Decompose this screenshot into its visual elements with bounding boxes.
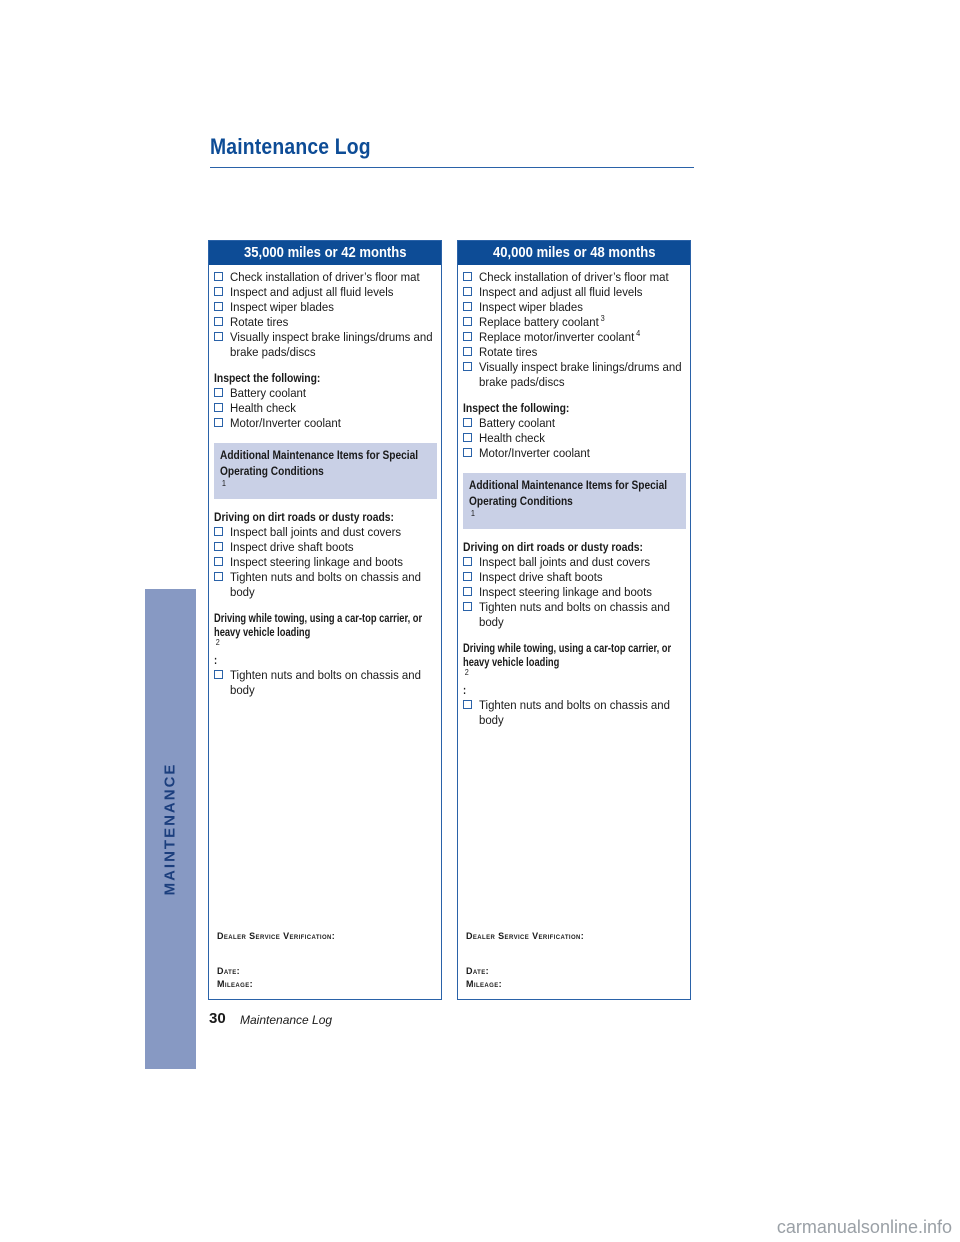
checkbox-icon[interactable]: [463, 418, 472, 427]
dealer-verification: Dealer Service Verification: Date: Mileage:: [466, 931, 585, 989]
watermark: carmanualsonline.info: [776, 1217, 952, 1237]
dirt-roads-heading: Driving on dirt roads or dusty roads:: [214, 512, 394, 524]
checkbox-icon[interactable]: [214, 332, 223, 341]
checkbox-icon[interactable]: [463, 287, 472, 296]
checkbox-icon[interactable]: [463, 362, 472, 371]
checklist-item[interactable]: Inspect wiper blades: [463, 300, 686, 315]
checklist-item[interactable]: Inspect steering linkage and boots: [214, 555, 437, 570]
checklist-item[interactable]: Health check: [214, 401, 437, 416]
checkbox-icon[interactable]: [463, 557, 472, 566]
checklist-item[interactable]: Visually inspect brake linings/drums and brake pads/discs: [214, 330, 437, 360]
dirt-roads-heading: Driving on dirt roads or dusty roads:: [463, 542, 643, 554]
checkbox-icon[interactable]: [463, 332, 472, 341]
page-number: 30: [209, 1010, 226, 1027]
side-tab-label: MAINTENANCE: [161, 762, 179, 896]
checklist-item[interactable]: Inspect and adjust all fluid levels: [463, 285, 686, 300]
checklist-item[interactable]: Check installation of driver’s floor mat: [214, 270, 437, 285]
checkbox-icon[interactable]: [463, 700, 472, 709]
checkbox-icon[interactable]: [214, 272, 223, 281]
special-conditions-note: Additional Maintenance Items for Special Operating Conditions$^1$: [463, 473, 686, 529]
column-header: 40,000 miles or 48 months: [458, 241, 690, 265]
checkbox-icon[interactable]: [214, 418, 223, 427]
checklist-item[interactable]: Replace motor/inverter coolant $^4$: [463, 330, 686, 345]
checkbox-icon[interactable]: [214, 403, 223, 412]
checkbox-icon[interactable]: [214, 527, 223, 536]
checklist-item[interactable]: Inspect steering linkage and boots: [463, 585, 686, 600]
checkbox-icon[interactable]: [214, 572, 223, 581]
checkbox-icon[interactable]: [214, 542, 223, 551]
checklist-item[interactable]: Motor/Inverter coolant: [214, 416, 437, 431]
dealer-verification: Dealer Service Verification: Date: Mileage:: [217, 931, 336, 989]
maintenance-column-35k: [208, 240, 442, 1000]
checklist-item[interactable]: Rotate tires: [463, 345, 686, 360]
checklist-item[interactable]: Inspect drive shaft boots: [214, 540, 437, 555]
column-header: 35,000 miles or 42 months: [209, 241, 441, 265]
checklist-item[interactable]: Replace battery coolant $^3$: [463, 315, 686, 330]
checkbox-icon[interactable]: [463, 572, 472, 581]
checklist-item[interactable]: Inspect ball joints and dust covers: [463, 555, 686, 570]
towing-heading: Driving while towing, using a car-top carrier, or heavy vehicle loading$^2$:: [214, 613, 423, 667]
checklist-item[interactable]: Tighten nuts and bolts on chassis and body: [214, 570, 437, 600]
special-conditions-note: Additional Maintenance Items for Special Operating Conditions$^1$: [214, 443, 437, 499]
checkbox-icon[interactable]: [214, 317, 223, 326]
checkbox-icon[interactable]: [214, 388, 223, 397]
footer-label: Maintenance Log: [240, 1013, 333, 1027]
inspect-heading: Inspect the following:: [214, 373, 321, 385]
checklist-item[interactable]: Tighten nuts and bolts on chassis and body: [463, 698, 686, 728]
page-title: Maintenance Log: [210, 134, 371, 159]
checkbox-icon[interactable]: [214, 557, 223, 566]
checklist-item[interactable]: Tighten nuts and bolts on chassis and body: [463, 600, 686, 630]
checkbox-icon[interactable]: [463, 433, 472, 442]
checklist-item[interactable]: Health check: [463, 431, 686, 446]
checklist-item[interactable]: Inspect drive shaft boots: [463, 570, 686, 585]
checklist-item[interactable]: Rotate tires: [214, 315, 437, 330]
title-divider: [210, 167, 694, 168]
checkbox-icon[interactable]: [463, 317, 472, 326]
checklist-item[interactable]: Motor/Inverter coolant: [463, 446, 686, 461]
checklist-item[interactable]: Inspect wiper blades: [214, 300, 437, 315]
towing-heading: Driving while towing, using a car-top carrier, or heavy vehicle loading$^2$:: [463, 643, 672, 697]
checkbox-icon[interactable]: [463, 602, 472, 611]
checkbox-icon[interactable]: [214, 302, 223, 311]
checkbox-icon[interactable]: [463, 587, 472, 596]
checkbox-icon[interactable]: [463, 347, 472, 356]
checkbox-icon[interactable]: [463, 448, 472, 457]
checklist-item[interactable]: Inspect and adjust all fluid levels: [214, 285, 437, 300]
checkbox-icon[interactable]: [463, 272, 472, 281]
checklist-item[interactable]: Tighten nuts and bolts on chassis and body: [214, 668, 437, 698]
inspect-heading: Inspect the following:: [463, 403, 570, 415]
checklist-item[interactable]: Battery coolant: [214, 386, 437, 401]
checklist-item[interactable]: Check installation of driver’s floor mat: [463, 270, 686, 285]
checkbox-icon[interactable]: [214, 670, 223, 679]
checkbox-icon[interactable]: [463, 302, 472, 311]
maintenance-column-40k: [457, 240, 691, 1000]
checkbox-icon[interactable]: [214, 287, 223, 296]
checklist-item[interactable]: Inspect ball joints and dust covers: [214, 525, 437, 540]
checklist-item[interactable]: Battery coolant: [463, 416, 686, 431]
checklist-item[interactable]: Visually inspect brake linings/drums and brake pads/discs: [463, 360, 686, 390]
